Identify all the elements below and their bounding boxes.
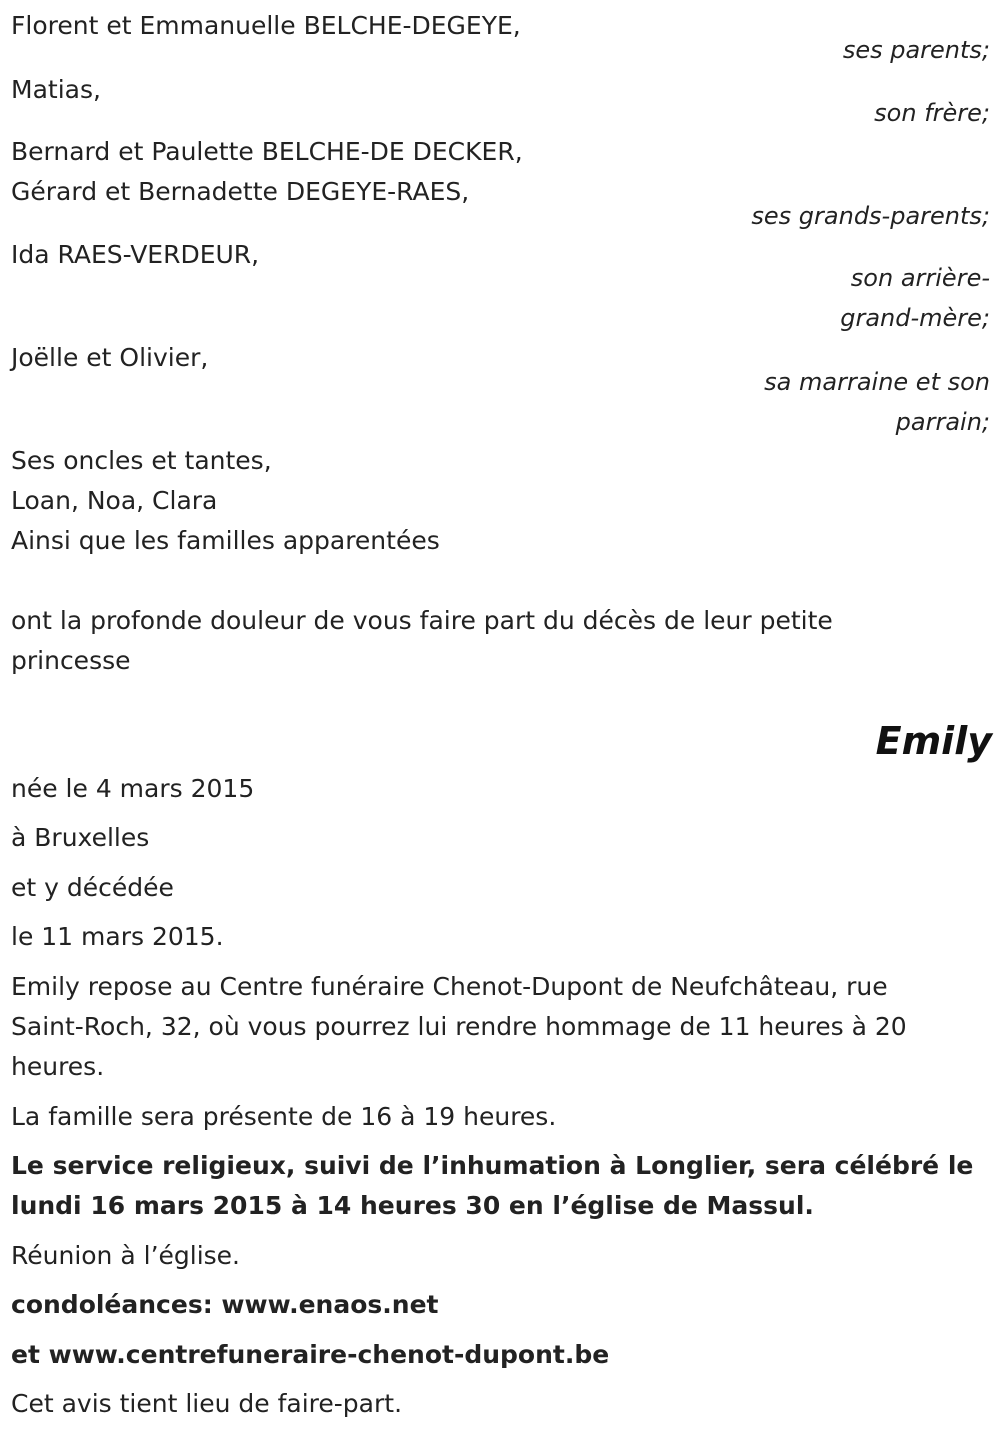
- birth-place: à Bruxelles: [11, 823, 150, 852]
- condolences-link[interactable]: condoléances: www.enaos.net: [11, 1290, 439, 1319]
- repose-line-2: Saint-Roch, 32, où vous pourrez lui rendre hommage de 11 heures à 20: [11, 1012, 907, 1041]
- grandparents-line-1: Bernard et Paulette BELCHE-DE DECKER,: [11, 137, 523, 166]
- closing-note: Cet avis tient lieu de faire-part.: [11, 1389, 403, 1418]
- godparents-role-2: parrain;: [895, 408, 990, 436]
- great-grandmother-name: Ida RAES-VERDEUR,: [11, 240, 260, 269]
- parents-role: ses parents;: [842, 36, 990, 64]
- meeting-note: Réunion à l’église.: [11, 1241, 241, 1270]
- great-grandmother-role-1: son arrière-: [850, 264, 990, 292]
- repose-line-3: heures.: [11, 1052, 105, 1081]
- death-place: et y décédée: [11, 873, 174, 902]
- godparents-role-1: sa marraine et son: [764, 368, 990, 396]
- service-line-1: Le service religieux, suivi de l’inhumation à Longlier, sera célébré le: [11, 1151, 974, 1180]
- brother-name: Matias,: [11, 75, 101, 104]
- parents-names: Florent et Emmanuelle BELCHE-DEGEYE,: [11, 11, 521, 40]
- death-date: le 11 mars 2015.: [11, 922, 224, 951]
- announcement-line-2: princesse: [11, 646, 131, 675]
- cousins: Loan, Noa, Clara: [11, 486, 218, 515]
- service-line-2: lundi 16 mars 2015 à 14 heures 30 en l’église de Massul.: [11, 1191, 814, 1220]
- great-grandmother-role-2: grand-mère;: [840, 304, 990, 332]
- godparents-names: Joëlle et Olivier,: [11, 343, 209, 372]
- repose-line-1: Emily repose au Centre funéraire Chenot-Dupont de Neufchâteau, rue: [11, 972, 888, 1001]
- announcement-line-1: ont la profonde douleur de vous faire part du décès de leur petite: [11, 606, 833, 635]
- birth-date: née le 4 mars 2015: [11, 774, 255, 803]
- grandparents-role: ses grands-parents;: [751, 202, 990, 230]
- family-presence: La famille sera présente de 16 à 19 heures.: [11, 1102, 557, 1131]
- deceased-name: Emily: [875, 719, 992, 763]
- grandparents-line-2: Gérard et Bernadette DEGEYE-RAES,: [11, 177, 470, 206]
- uncles-aunts: Ses oncles et tantes,: [11, 446, 272, 475]
- brother-role: son frère;: [874, 99, 990, 127]
- related-families: Ainsi que les familles apparentées: [11, 526, 440, 555]
- condolences-link-2[interactable]: et www.centrefuneraire-chenot-dupont.be: [11, 1340, 610, 1369]
